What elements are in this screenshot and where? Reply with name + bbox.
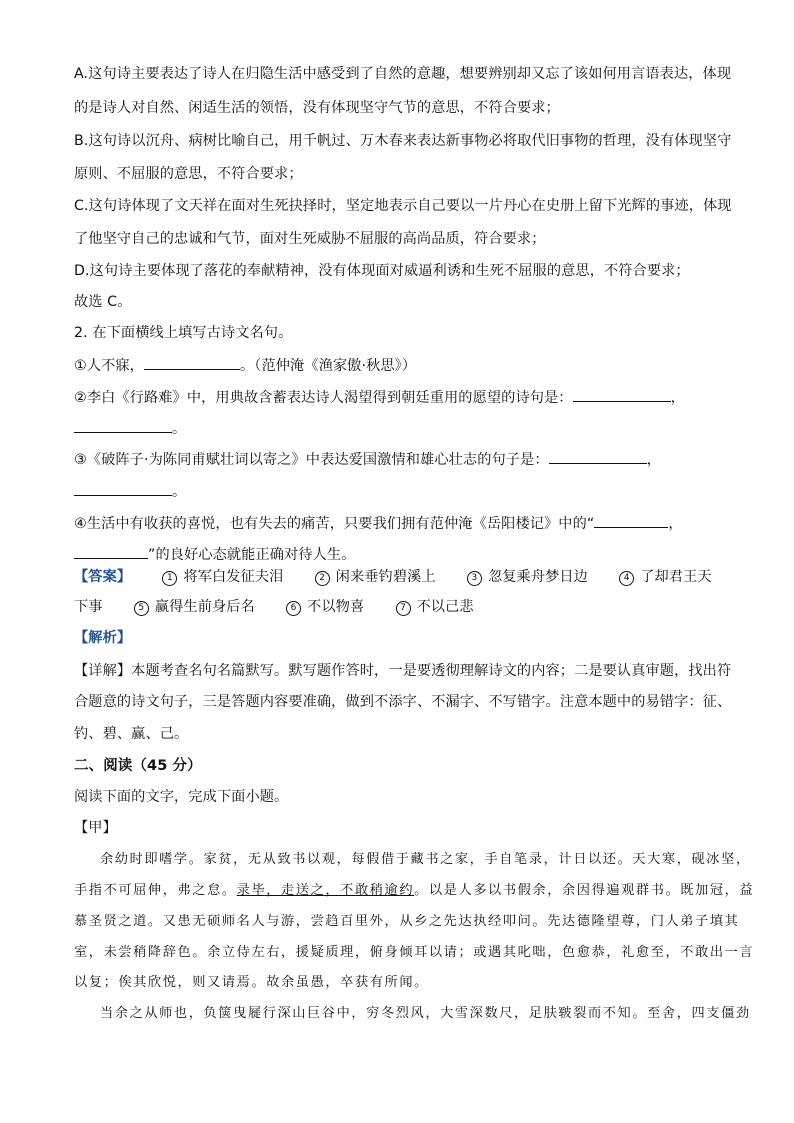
- passage-line: 慕圣贤之道。又患无硕师名人与游，尝趋百里外，从乡之先达执经叩问。先达德隆望尊，门人弟子填其: [74, 914, 740, 929]
- option-a-line1: A.这句诗主要表达了诗人在归隐生活中感受到了自然的意趣，想要辨别却又忘了该如何用言语表达，体现: [74, 66, 732, 82]
- blank-2[interactable]: [573, 387, 671, 402]
- answer-item-4: 4 了却君王天: [619, 569, 711, 585]
- option-c-line1: C.这句诗体现了文天祥在面对生死抉择时，坚定地表示自己要以一片丹心在史册上留下光辉的事迹，体现: [74, 198, 732, 214]
- blank-4[interactable]: [549, 449, 647, 464]
- answer-item-1: 1 将军白发征夫泪: [162, 569, 283, 585]
- answer-item-7: 7 不以己悲: [396, 599, 474, 615]
- passage-line: 以复；俟其欣悦，则又请焉。故余虽愚，卒获有所闻。: [74, 975, 429, 990]
- answer-item-5: 5 赢得生前身后名: [134, 599, 255, 615]
- answer-line1: [74, 567, 712, 587]
- option-b-line2: 原则、不屈服的意思，不符合要求；: [74, 166, 303, 182]
- passage-line: 室，未尝稍降辞色。余立侍左右，援疑质理，俯身倾耳以请；或遇其叱咄，色愈恭，礼愈至，不敢出一言: [74, 945, 755, 960]
- option-b-line1: B.这句诗以沉舟、病树比喻自己，用千帆过、万木春来表达新事物必将取代旧事物的哲理，没有体现坚守: [74, 133, 732, 149]
- reading-instruction: 阅读下面的文字，完成下面小题。: [74, 789, 289, 805]
- question2-item2: ②李白《行路难》中，用典故含蓄表达诗人渴望得到朝廷重用的愿望的诗句是： ，: [74, 387, 685, 408]
- option-c-line2: 了他坚守自己的忠诚和气节，面对生死威胁不屈服的高尚品质，符合要求；: [74, 231, 546, 247]
- blank-7[interactable]: [74, 544, 148, 559]
- section-title: 二、阅读（45 分）: [74, 758, 202, 774]
- answer-label: 【答案】: [74, 569, 132, 585]
- option-d-line1: D.这句诗主要体现了落花的奉献精神，没有体现面对威逼利诱和生死不屈服的意思，不符合要求；: [74, 263, 690, 279]
- jiexi-line2: 合题意的诗文句子，三是答题内容要准确，做到不添字、不漏字、不写错字。注意本题中的易错字：征、: [74, 694, 732, 710]
- question2-item1: ①人不寐， 。（范仲淹《渔家傲·秋思》）: [74, 355, 416, 376]
- question2-item3: ③《破阵子·为陈同甫赋壮词以寄之》中表达爱国激情和雄心壮志的句子是： ，: [74, 449, 661, 470]
- question2-item4: ④生活中有收获的喜悦，也有失去的痛苦，只要我们拥有范仲淹《岳阳楼记》中的“ ，: [74, 513, 683, 534]
- question2-item4-cont: ”的良好心态就能正确对待人生。: [74, 544, 355, 565]
- answer-item-6: 6 不以物喜: [286, 599, 364, 615]
- passage-line: 手指不可屈伸，弗之怠。录毕，走送之，不敢稍逾约。以是人多以书假余，余因得遍观群书。既加冠，益: [74, 883, 755, 898]
- passage-line: 当余之从师也，负箧曳屣行深山巨谷中，穷冬烈风，大雪深数尺，足肤皲裂而不知。至舍，四支僵劲: [100, 1006, 751, 1021]
- jiexi-line1: 【详解】本题考查名句名篇默写。默写题作答时，一是要透彻理解诗文的内容；二是要认真审题，找出符: [74, 663, 732, 679]
- jiexi-label: 【解析】: [74, 630, 132, 646]
- blank-3[interactable]: [74, 418, 172, 433]
- blank-6[interactable]: [594, 513, 668, 528]
- blank-5[interactable]: [74, 481, 172, 496]
- conclusion: 故选 C。: [74, 294, 132, 310]
- answer-item-3: 3 忽复乘舟梦日边: [467, 569, 588, 585]
- jiexi-line3: 钓、碧、赢、己。: [74, 726, 189, 742]
- answer-item-2: 2 闲来垂钓碧溪上: [315, 569, 436, 585]
- question2-title: 2. 在下面横线上填写古诗文名句。: [74, 325, 293, 341]
- passage-line: 余幼时即嗜学。家贫，无从致书以观，每假借于藏书之家，手自笔录，计日以还。天大寒，砚冰坚，: [100, 852, 751, 867]
- passage-jia-label: 【甲】: [74, 820, 117, 836]
- question2-item3-cont: 。: [74, 481, 186, 502]
- option-a-line2: 的是诗人对自然、闲适生活的领悟，没有体现坚守气节的意思，不符合要求；: [74, 100, 560, 116]
- underlined-sentence: 录毕，走送之，不敢稍逾约: [236, 883, 415, 898]
- question2-item2-cont: 。: [74, 418, 186, 439]
- blank-1[interactable]: [144, 355, 240, 370]
- answer-line2: 下事 5 赢得生前身后名 6 不以物喜 7 不以己悲: [74, 599, 474, 615]
